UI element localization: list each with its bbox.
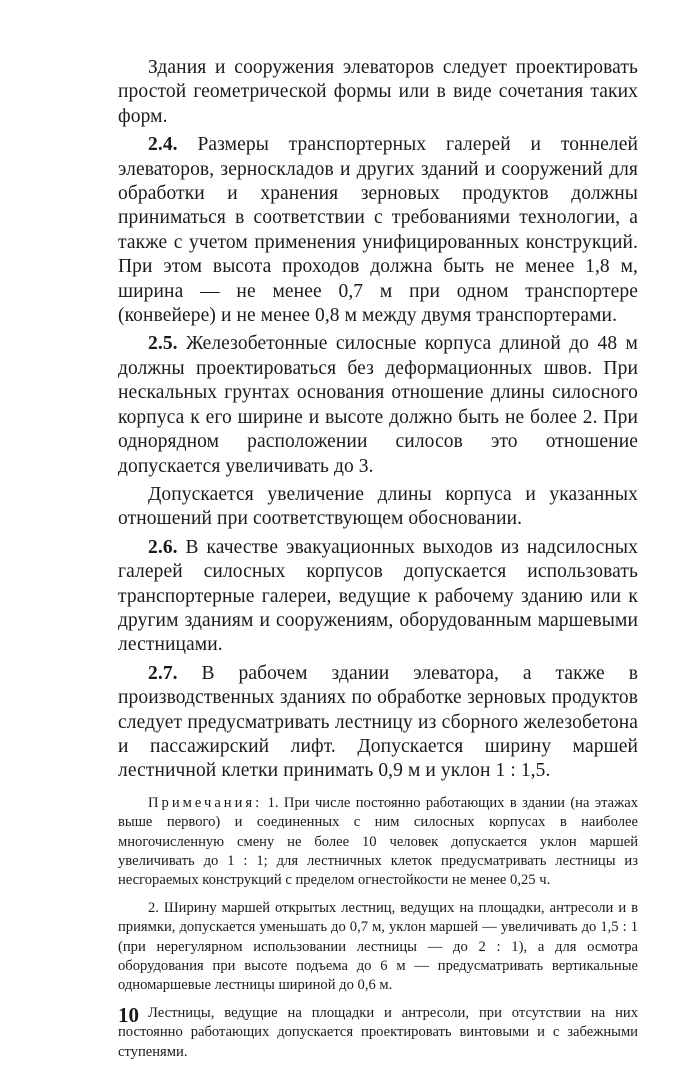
paragraph-text: Здания и сооружения элеваторов следует проектировать простой геометрической формы или в виде сочетания таких форм.	[118, 57, 638, 127]
note-text: 1. При числе постоянно работающих в здании (на этажах выше первого) и соединенных с ним силосных корпусах в наиболее многочисленную смену не более 10 человек допускается уклон маршей увеличивать до 1 : 1; для лестничных клеток предусматривать лестницы из несгораемых конструкций с пределом огнестойкости не менее 0,25 ч.	[118, 794, 638, 889]
notes-block	[118, 794, 638, 1062]
paragraph-2-4	[118, 133, 638, 328]
page-number: 10	[118, 1003, 139, 1027]
paragraph-number: 2.6.	[148, 536, 178, 558]
note-3	[118, 1004, 638, 1062]
paragraph-number: 2.7.	[148, 662, 178, 684]
paragraph-2-7	[118, 662, 638, 784]
paragraph-2-5	[118, 332, 638, 478]
notes-heading: Примечания:	[148, 794, 263, 811]
paragraph-text: Допускается увеличение длины корпуса и указанных отношений при соответствующем обосновании.	[118, 483, 638, 530]
paragraph-text: Размеры транспортерных галерей и тоннелей элеваторов, зерноскладов и других зданий и сооружений для обработки и хранения зерновых продуктов должны приниматься в соответствии с требованиями технологии, а также с учетом применения унифицированных конструкций. При этом высота проходов должна быть не менее 1,8 м, ширина — не менее 0,7 м при одном транспортере (конвейере) и не менее 0,8 м между двумя транспортерами.	[118, 134, 638, 327]
note-text: 2. Ширину маршей открытых лестниц, ведущих на площадки, антресоли и в приямки, допускается уменьшать до 0,7 м, уклон маршей — увеличивать до 1,5 : 1 (при нерегулярном использовании лестницы — до 2 : 1), а для осмотра оборудования при высоте подъема до 6 м — предусматривать вертикальные одномаршевые лестницы шириной до 0,6 м.	[118, 899, 638, 994]
paragraph-number: 2.5.	[148, 333, 178, 355]
paragraph-2-6	[118, 536, 638, 658]
note-1	[118, 794, 638, 891]
paragraph-2-5-continuation	[118, 483, 638, 532]
paragraph-number: 2.4.	[148, 134, 178, 156]
paragraph-text: В качестве эвакуационных выходов из надсилосных галерей силосных корпусов допускается использовать транспортерные галереи, ведущие к рабочему зданию или к другим зданиям и сооружениям, оборудованным маршевыми лестницами.	[118, 536, 638, 656]
note-2	[118, 899, 638, 996]
page-content	[118, 56, 638, 1070]
paragraph-text: В рабочем здании элеватора, а также в производственных зданиях по обработке зерновых продуктов следует предусматривать лестницу из сборного железобетона и пассажирский лифт. Допускается ширину маршей лестничной клетки принимать 0,9 м и уклон 1 : 1,5.	[118, 662, 638, 782]
note-text: Лестницы, ведущие на площадки и антресоли, при отсутствии на них постоянно работающих допускается проектировать винтовыми и с забежными ступенями.	[118, 1004, 638, 1060]
paragraph-text: Железобетонные силосные корпуса длиной до 48 м должны проектироваться без деформационных швов. При нескальных грунтах основания отношение длины силосного корпуса к его ширине и высоте должно быть не более 2. При однорядном расположении силосов это отношение допускается увеличивать до 3.	[118, 333, 638, 477]
paragraph-intro	[118, 56, 638, 129]
